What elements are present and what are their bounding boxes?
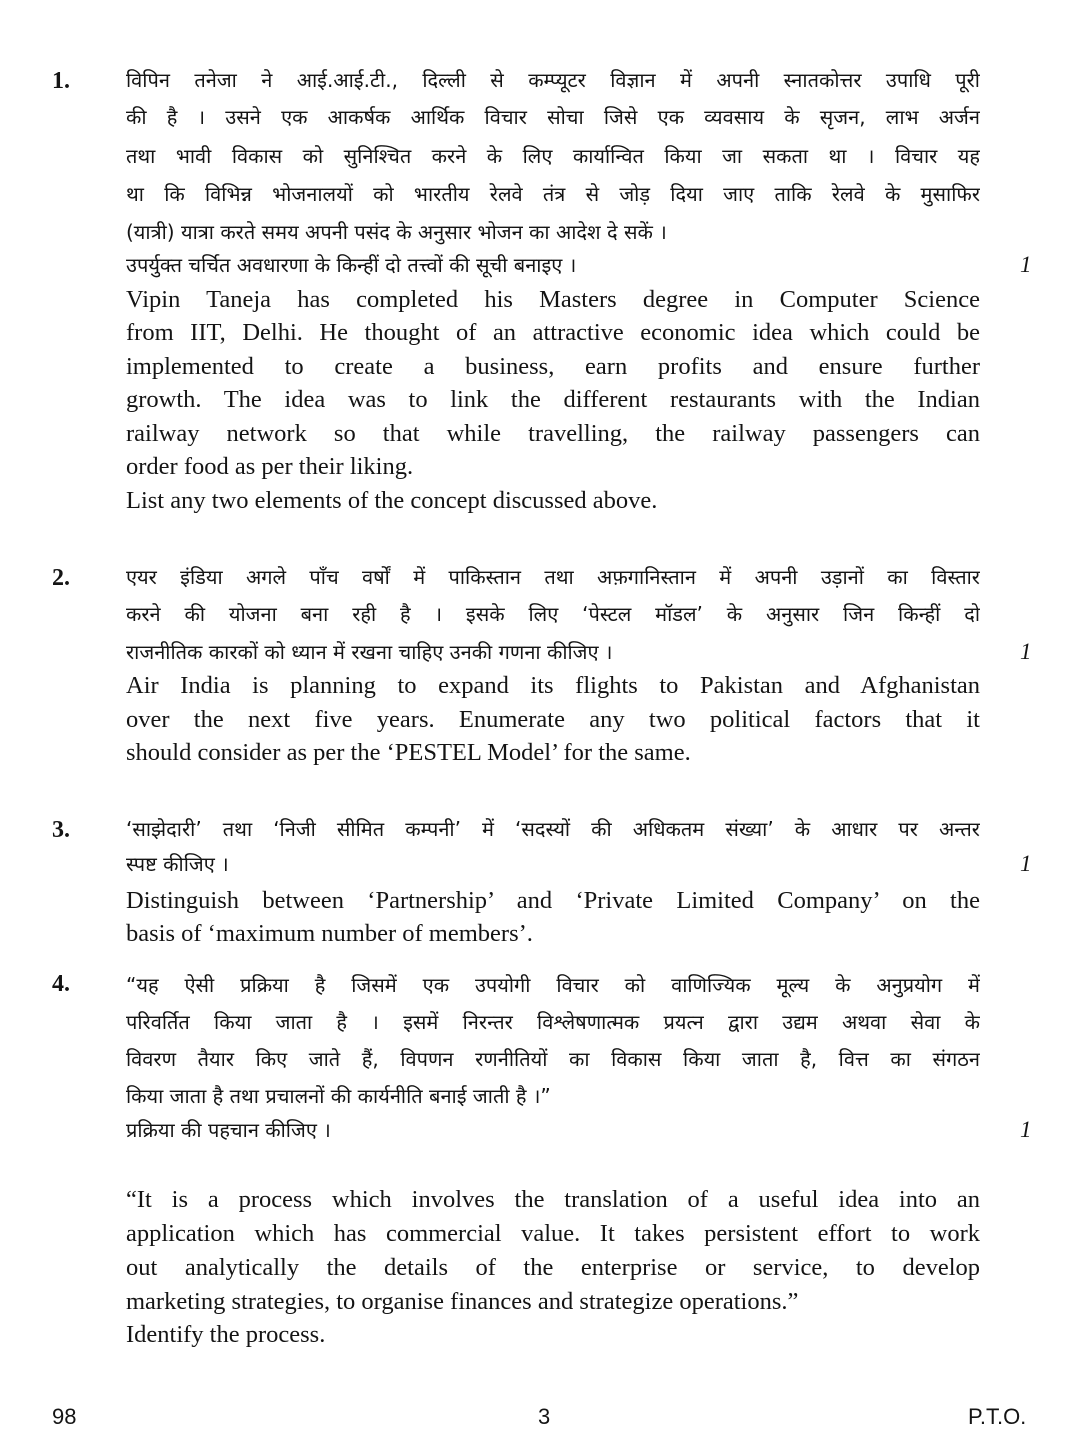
english-line: order food as per their liking.: [126, 453, 414, 480]
hindi-line: विवरण तैयार किए जाते हैं, विपणन रणनीतियों का विकास किया जाता है, वित्त का संगठन: [126, 1047, 980, 1071]
english-line: railway network so that while travelling, the railway passengers can: [126, 420, 980, 447]
hindi-line: उपर्युक्त चर्चित अवधारणा के किन्हीं दो तत्त्वों की सूची बनाइए ।: [126, 253, 577, 277]
english-line: from IIT, Delhi. He thought of an attractive economic idea which could be: [126, 319, 980, 346]
hindi-line: तथा भावी विकास को सुनिश्चित करने के लिए कार्यान्वित किया जा सकता था । विचार यह: [126, 144, 980, 168]
english-line: marketing strategies, to organise finances and strategize operations.”: [126, 1288, 799, 1315]
question-number: 2.: [52, 565, 70, 591]
english-line: Identify the process.: [126, 1321, 326, 1348]
footer-pto: P.T.O.: [968, 1404, 1027, 1429]
hindi-line: विपिन तनेजा ने आई.आई.टी., दिल्ली से कम्प्यूटर विज्ञान में अपनी स्नातकोत्तर उपाधि पूरी: [126, 68, 980, 92]
question-number: 4.: [52, 971, 70, 997]
english-line: growth. The idea was to link the different restaurants with the Indian: [126, 386, 980, 413]
marks: 1: [1020, 252, 1032, 277]
english-line: should consider as per the ‘PESTEL Model’ for the same.: [126, 739, 691, 766]
hindi-line: राजनीतिक कारकों को ध्यान में रखना चाहिए उनकी गणना कीजिए ।: [126, 640, 613, 664]
hindi-line: करने की योजना बना रही है । इसके लिए ‘पेस्टल मॉडल’ के अनुसार जिन किन्हीं दो: [126, 602, 980, 626]
hindi-line: था कि विभिन्न भोजनालयों को भारतीय रेलवे तंत्र से जोड़ दिया जाए ताकि रेलवे के मुसाफिर: [126, 182, 980, 206]
english-line: Distinguish between ‘Partnership’ and ‘Private Limited Company’ on the: [126, 887, 980, 914]
english-line: implemented to create a business, earn profits and ensure further: [126, 353, 980, 380]
english-line: Air India is planning to expand its flights to Pakistan and Afghanistan: [126, 672, 980, 699]
english-line: out analytically the details of the enterprise or service, to develop: [126, 1254, 980, 1281]
english-line: Vipin Taneja has completed his Masters degree in Computer Science: [126, 286, 980, 313]
hindi-line: ‘साझेदारी’ तथा ‘निजी सीमित कम्पनी’ में ‘सदस्यों की अधिकतम संख्या’ के आधार पर अन्तर: [126, 817, 980, 841]
hindi-line: एयर इंडिया अगले पाँच वर्षों में पाकिस्तान तथा अफ़गानिस्तान में अपनी उड़ानों का विस्तार: [126, 565, 980, 589]
hindi-line: (यात्री) यात्रा करते समय अपनी पसंद के अनुसार भोजन का आदेश दे सकें ।: [126, 220, 667, 244]
hindi-line: प्रक्रिया की पहचान कीजिए ।: [126, 1118, 331, 1142]
hindi-line: की है । उसने एक आकर्षक आर्थिक विचार सोचा जिसे एक व्यवसाय के सृजन, लाभ अर्जन: [126, 105, 980, 129]
question-number: 3.: [52, 817, 70, 843]
marks: 1: [1020, 851, 1032, 876]
hindi-line: स्पष्ट कीजिए ।: [126, 852, 229, 876]
english-line: List any two elements of the concept discussed above.: [126, 487, 658, 514]
hindi-line: परिवर्तित किया जाता है । इसमें निरन्तर विश्लेषणात्मक प्रयत्न द्वारा उद्यम अथवा सेवा के: [126, 1010, 980, 1034]
english-line: “It is a process which involves the translation of a useful idea into an: [126, 1186, 980, 1213]
hindi-line: किया जाता है तथा प्रचालनों की कार्यनीति बनाई जाती है ।”: [126, 1084, 551, 1108]
marks: 1: [1020, 639, 1032, 664]
marks: 1: [1020, 1117, 1032, 1142]
english-line: basis of ‘maximum number of members’.: [126, 920, 533, 947]
hindi-line: “यह ऐसी प्रक्रिया है जिसमें एक उपयोगी विचार को वाणिज्यिक मूल्य के अनुप्रयोग में: [126, 973, 980, 997]
footer-code: 98: [52, 1404, 77, 1429]
english-line: application which has commercial value. It takes persistent effort to work: [126, 1220, 980, 1247]
english-line: over the next five years. Enumerate any two political factors that it: [126, 706, 980, 733]
question-number: 1.: [52, 68, 70, 94]
footer-page-number: 3: [538, 1404, 551, 1429]
